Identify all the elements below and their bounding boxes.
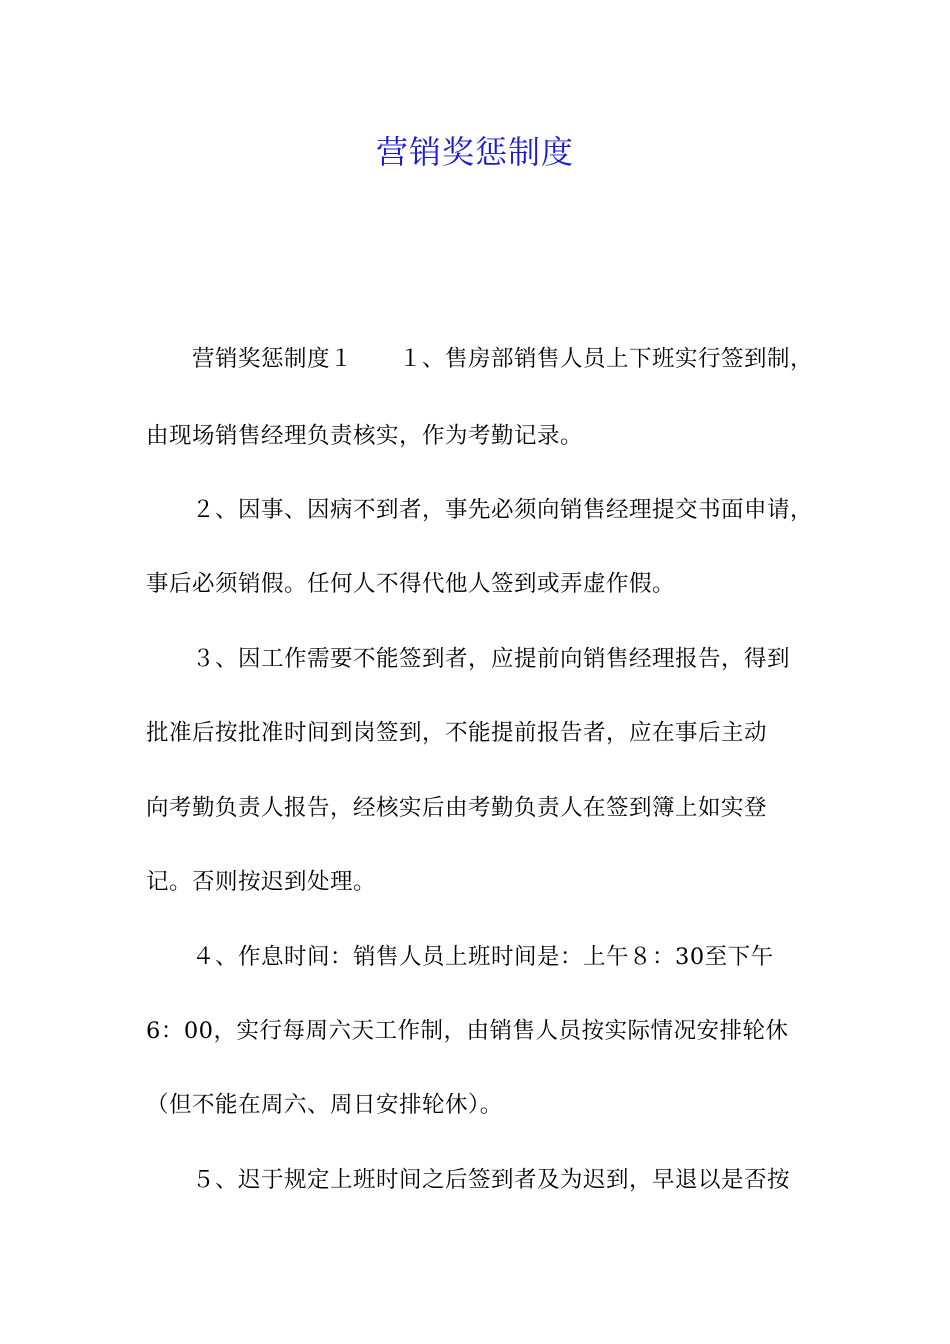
body-line: 6：00，实行每周六天工作制，由销售人员按实际情况安排轮休: [146, 1018, 789, 1044]
body-line: 由现场销售经理负责核实，作为考勤记录。: [146, 423, 584, 449]
body-line: 批准后按批准时间到岗签到，不能提前报告者，应在事后主动: [146, 720, 768, 746]
body-line: ５、迟于规定上班时间之后签到者及为迟到，早退以是否按: [146, 1167, 791, 1193]
body-line: 营销奖惩制度１ １、售房部销售人员上下班实行签到制，: [146, 346, 814, 372]
body-line: 记。否则按迟到处理。: [146, 869, 377, 895]
body-line: ２、因事、因病不到者，事先必须向销售经理提交书面申请，: [146, 497, 814, 523]
body-line: ４、作息时间：销售人员上班时间是：上午８：30至下午: [146, 944, 774, 970]
body-line: ３、因工作需要不能签到者，应提前向销售经理报告，得到: [146, 646, 791, 672]
body-line: 事后必须销假。任何人不得代他人签到或弄虚作假。: [146, 571, 676, 597]
body-line: （但不能在周六、周日安排轮休）。: [146, 1092, 503, 1118]
body-line: 向考勤负责人报告，经核实后由考勤负责人在签到簿上如实登: [146, 795, 768, 821]
document-title: 营销奖惩制度: [375, 133, 574, 171]
